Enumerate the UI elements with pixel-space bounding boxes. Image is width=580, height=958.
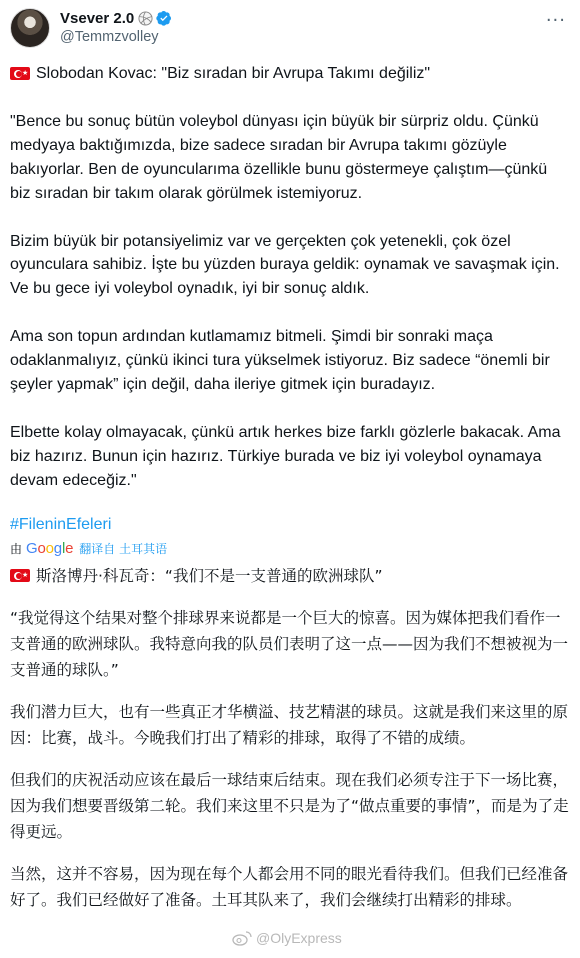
verified-badge-icon [156, 10, 172, 26]
avatar[interactable] [10, 8, 50, 48]
translated-text [10, 563, 570, 913]
translated-by-label: 由 [10, 542, 23, 557]
translated-title: 斯洛博丹·科瓦奇：“我们不是一支普通的欧洲球队” [36, 566, 383, 585]
tweet-header [10, 8, 570, 52]
tweet-body [10, 62, 570, 929]
original-paragraph: Bizim büyük bir potansiyelimiz var ve gerçekten çok yetenekli, çok özel oyunculara sahibiz. İşte bu yüzden buraya geldik: oynamak ve savaşmak için. Ve bu gece iyi voleybol oynadık, iyi bir sonuç aldık. [10, 232, 560, 298]
translation-attribution [10, 539, 570, 559]
original-paragraph: Ama son topun ardından kutlamamız bitmeli. Şimdi bir sonraki maça odaklanmalıyız, çünkü ikinci tura yükselmek istiyoruz. Biz sadece “önemli bir şeyler yapmak” için değil, daha ileriye gitmek için buradayız. [10, 328, 550, 394]
translated-paragraph: 我们潜力巨大，也有一些真正才华横溢、技艺精湛的球员。这就是我们来这里的原因：比赛，战斗。今晚我们打出了精彩的排球，取得了不错的成绩。 [10, 702, 569, 747]
display-name[interactable]: Vsever 2.0 [60, 9, 135, 27]
display-name-row [60, 8, 172, 28]
google-logo: Google [26, 540, 74, 558]
hashtag-link[interactable]: #FileninEfeleri [10, 515, 112, 533]
original-title-line [10, 62, 570, 86]
author-info [60, 8, 172, 45]
original-title: Slobodan Kovac: "Biz sıradan bir Avrupa Takımı değiliz" [36, 65, 431, 82]
watermark [232, 930, 342, 946]
watermark-text: @OlyExpress [256, 930, 342, 946]
original-paragraph: "Bence bu sonuç bütün voleybol dünyası için büyük bir sürpriz oldu. Çünkü medyaya baktığımızda, bize sadece sıradan bir Avrupa takımı gözüyle bakıyorlar. Ben de oyuncularıma özellikle bunu göstermeye çalıştım—çünkü biz sıradan bir takım olarak görülmek istemiyoruz. [10, 112, 548, 202]
translated-paragraph: 但我们的庆祝活动应该在最后一球结束后结束。现在我们必须专注于下一场比赛，因为我们想要晋级第二轮。我们来这里不只是为了“做点重要的事情”，而是为了走得更远。 [10, 770, 569, 841]
user-handle[interactable]: @Temmzvolley [60, 29, 159, 45]
translated-paragraph: 当然，这并不容易，因为现在每个人都会用不同的眼光看待我们。但我们已经准备好了。我们已经做好了准备。土耳其队来了，我们会继续打出精彩的排球。 [10, 864, 569, 909]
volleyball-icon [138, 11, 153, 26]
turkey-flag-icon: ★ [10, 67, 30, 80]
weibo-icon [232, 930, 252, 946]
translated-title-line [10, 563, 570, 589]
original-text [10, 62, 570, 493]
translation-source-link[interactable]: 翻译自 土耳其语 [79, 542, 168, 557]
turkey-flag-icon: ★ [10, 569, 30, 582]
original-paragraph: Elbette kolay olmayacak, çünkü artık herkes bize farklı gözlerle bakacak. Ama biz hazırız. Bunun için hazırız. Türkiye burada ve biz iyi voleybol oynamaya devam edeceğiz." [10, 423, 561, 489]
more-options-icon[interactable]: ··· [545, 10, 566, 31]
translated-paragraph: “我觉得这个结果对整个排球界来说都是一个巨大的惊喜。因为媒体把我们看作一支普通的欧洲球队。我特意向我的队员们表明了这一点——因为我们不想被视为一支普通的球队。” [10, 608, 569, 679]
